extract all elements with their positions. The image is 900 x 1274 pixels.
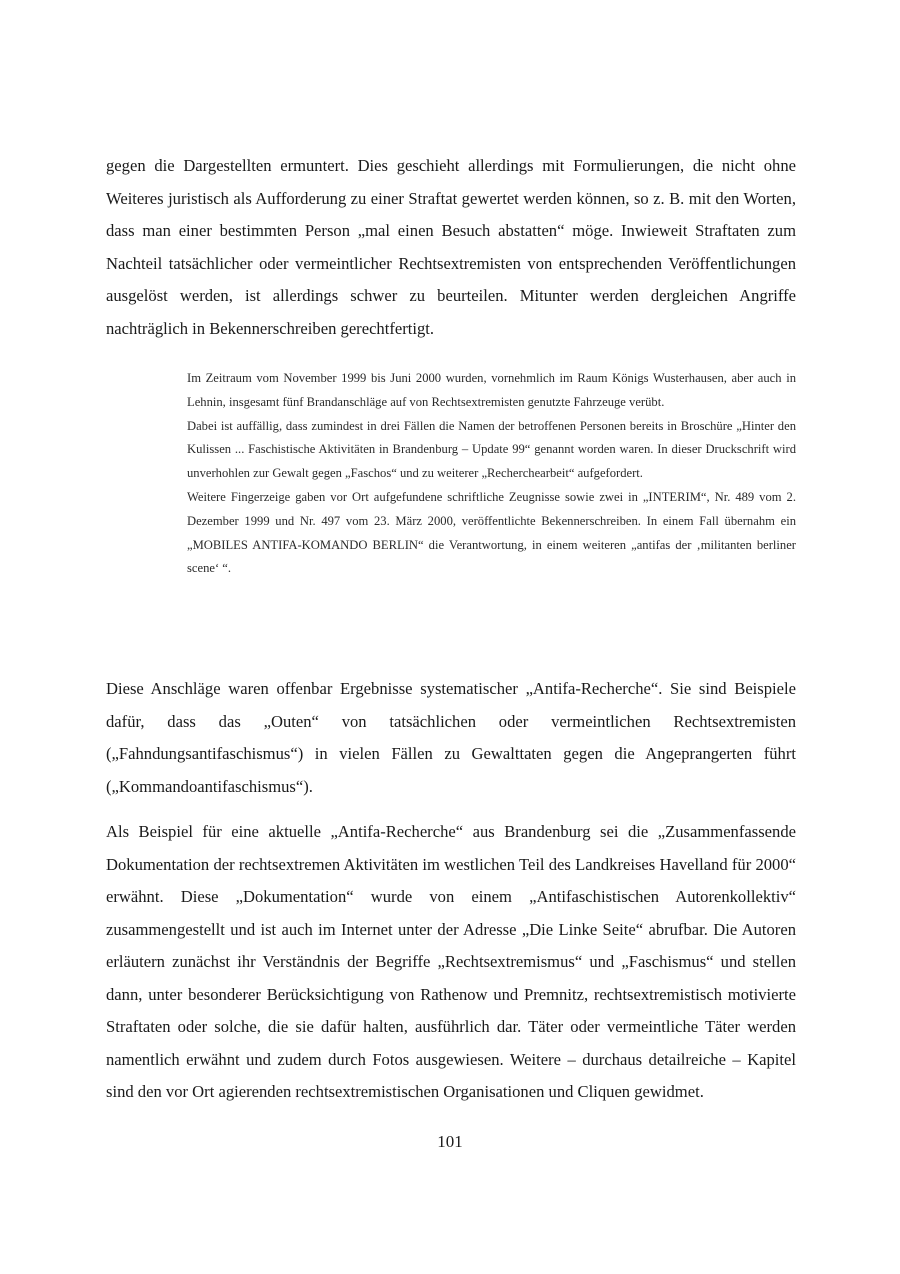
quote-paragraph-2: Dabei ist auffällig, dass zumindest in drei Fällen die Namen der betroffenen Personen bereits in Broschüre „Hinter den Kulissen ... Faschistische Aktivitäten in Brandenburg – Update 99“ genannt worden waren. In dieser Druckschrift wird unverhohlen zur Gewalt gegen „Faschos“ und zu weiterer „Recherchearbeit“ aufgefordert. [187, 418, 796, 481]
body-paragraph-3: Diese Anschläge waren offenbar Ergebnisse systematischer „Antifa-Recherche“. Sie sind Beispiele dafür, dass das „Outen“ von tatsächlichen oder vermeintlichen Rechtsextremisten („Fahndungsantifaschismus“) in vielen Fällen zu Gewalttaten gegen die Angeprangerten führt („Kommandoantifaschismus“). [106, 679, 796, 796]
indented-quote-block [187, 367, 796, 581]
body-paragraph-1: gegen die Dargestellten ermuntert. Dies geschieht allerdings mit Formulierungen, die nicht ohne Weiteres juristisch als Aufforderung zu einer Straftat gewertet werden können, so z. B. mit den Worten, dass man einer bestimmten Person „mal einen Besuch abstatten“ möge. Inwieweit Straftaten zum Nachteil tatsächlicher oder vermeintlicher Rechtsextremisten von entsprechenden Veröffentlichungen ausgelöst werden, ist allerdings schwer zu beurteilen. Mitunter werden dergleichen Angriffe nachträglich in Bekennerschreiben gerechtfertigt. [106, 156, 796, 338]
page-number: 101 [437, 1132, 463, 1151]
quote-paragraph-1: Im Zeitraum vom November 1999 bis Juni 2000 wurden, vornehmlich im Raum Königs Wusterhausen, aber auch in Lehnin, insgesamt fünf Brandanschläge auf von Rechtsextremisten genutzte Fahrzeuge verübt. [187, 371, 796, 409]
body-paragraph-4: Als Beispiel für eine aktuelle „Antifa-Recherche“ aus Brandenburg sei die „Zusammenfassende Dokumentation der rechtsextremen Aktivitäten im westlichen Teil des Landkreises Havelland für 2000“ erwähnt. Diese „Dokumentation“ wurde von einem „Antifaschistischen Autorenkollektiv“ zusammengestellt und ist auch im Internet unter der Adresse „Die Linke Seite“ abrufbar. Die Autoren erläutern zunächst ihr Verständnis der Begriffe „Rechtsextremismus“ und „Faschismus“ und stellen dann, unter besonderer Berücksichtigung von Rathenow und Premnitz, rechtsextremistisch motivierte Straftaten oder solche, die sie dafür halten, ausführlich dar. Täter oder vermeintliche Täter werden namentlich erwähnt und zudem durch Fotos ausgewiesen. Weitere – durchaus detailreiche – Kapitel sind den vor Ort agierenden rechtsextremistischen Organisationen und Cliquen gewidmet. [106, 822, 796, 1101]
quote-paragraph-3: Weitere Fingerzeige gaben vor Ort aufgefundene schriftliche Zeugnisse sowie zwei in „INTERIM“, Nr. 489 vom 2. Dezember 1999 und Nr. 497 vom 23. März 2000, veröffentlichte Bekennerschreiben. In einem Fall übernahm ein „MOBILES ANTIFA-KOMANDO BERLIN“ die Verantwortung, in einem weiteren „antifas der ‚militanten berliner scene‘ “. [187, 489, 796, 576]
